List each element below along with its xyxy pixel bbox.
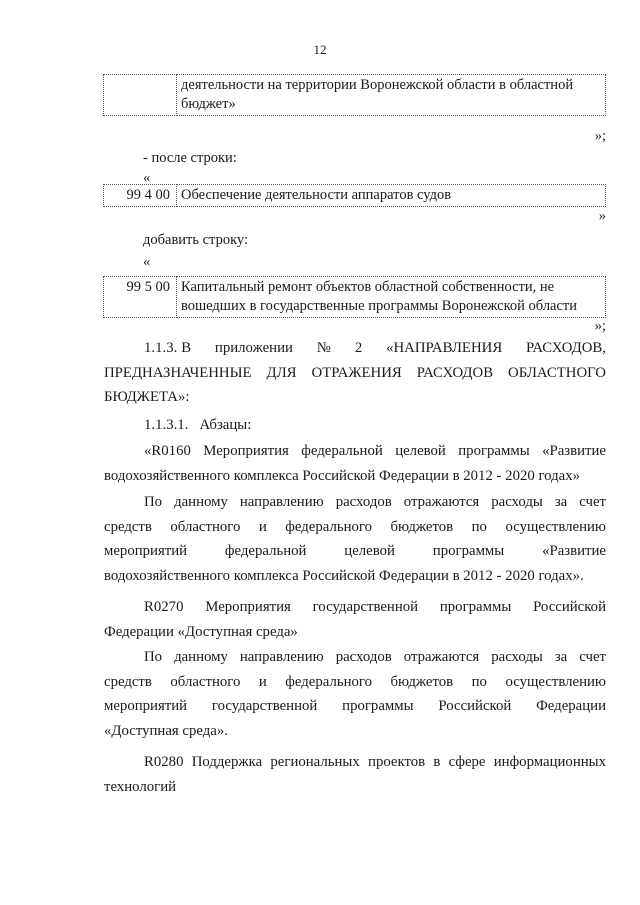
paragraph-direction-1	[104, 490, 606, 588]
budget-table-row-3	[103, 276, 606, 318]
paragraph-direction-2	[104, 645, 606, 743]
text-line: средств областного и федерального бюджетов по осуществлению	[104, 518, 606, 535]
paragraph-r0270	[104, 595, 606, 644]
table-text-line: деятельности на территории Воронежской области в областной	[181, 77, 574, 93]
table-code-cell: 99 5 00	[104, 277, 177, 318]
opening-quote: «	[143, 254, 151, 270]
text-line: По данному направлению расходов отражаются расходы за счет	[144, 649, 606, 665]
budget-table-row-1	[103, 74, 606, 116]
text-line: Федерации «Доступная среда»	[104, 623, 298, 640]
text-line: мероприятий государственной программы Российской Федерации	[104, 698, 606, 714]
closing-quote: »;	[594, 318, 606, 334]
closing-quote: »;	[594, 128, 606, 144]
text-line: R0280 Поддержка региональных проектов в сфере информационных	[144, 754, 606, 770]
table-code-cell	[104, 75, 177, 116]
text-line: 1.1.3. В приложении № 2 «НАПРАВЛЕНИЯ РАСХОДОВ,	[144, 340, 606, 356]
table-text-line: бюджет»	[181, 96, 236, 112]
table-text-cell	[177, 277, 606, 318]
text-line: водохозяйственного комплекса Российской Федерации в 2012 - 2020 годах»	[104, 467, 581, 484]
text-line: водохозяйственного комплекса Российской Федерации в 2012 - 2020 годах».	[104, 567, 584, 584]
text-line: «Доступная среда».	[104, 722, 228, 739]
table-text-line: вошедших в государственные программы Воронежской области	[181, 298, 578, 314]
table-text-cell: Обеспечение деятельности аппаратов судов	[177, 185, 606, 207]
text-line: технологий	[104, 778, 177, 795]
table-text-line: Капитальный ремонт объектов областной собственности, не	[181, 279, 555, 295]
paragraph-1-1-3	[104, 336, 606, 410]
opening-quote: «	[143, 170, 151, 186]
budget-table-row-2	[103, 184, 606, 207]
table-text-cell	[177, 75, 606, 116]
instruction-after-row: - после строки:	[143, 150, 237, 166]
instruction-add-row: добавить строку:	[143, 232, 248, 248]
text-line: «R0160 Мероприятия федеральной целевой программы «Развитие	[144, 443, 606, 459]
text-line: БЮДЖЕТА»:	[104, 389, 190, 405]
page-number: 12	[313, 42, 327, 57]
text-line: R0270 Мероприятия государственной программы Российской	[144, 599, 606, 615]
text-line: По данному направлению расходов отражаются расходы за счет	[144, 494, 606, 510]
text-line: 1.1.3.1. Абзацы:	[144, 417, 252, 433]
paragraph-1-1-3-1	[104, 413, 606, 438]
text-line: средств областного и федерального бюджетов по осуществлению	[104, 673, 606, 690]
paragraph-r0280	[104, 750, 606, 799]
text-line: ПРЕДНАЗНАЧЕННЫЕ ДЛЯ ОТРАЖЕНИЯ РАСХОДОВ ОБЛАСТНОГО	[104, 364, 606, 381]
paragraph-r0160	[104, 439, 606, 488]
text-line: мероприятий федеральной целевой программы «Развитие	[104, 543, 606, 559]
table-code-cell: 99 4 00	[104, 185, 177, 207]
closing-quote: »	[598, 208, 606, 224]
